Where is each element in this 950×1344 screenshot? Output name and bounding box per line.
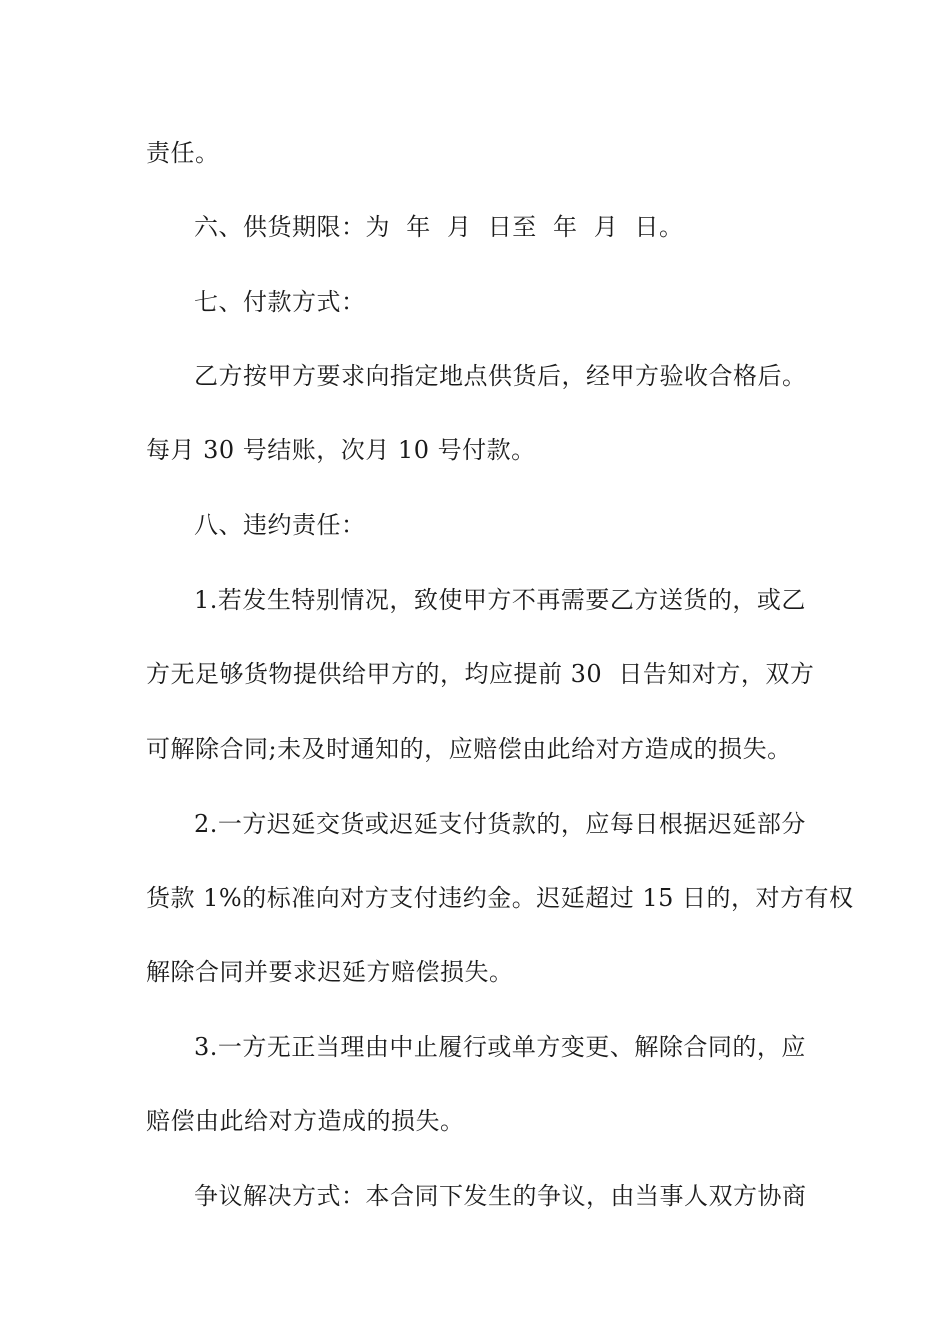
paragraph-line: 解除合同并要求迟延方赔偿损失。: [146, 958, 514, 986]
paragraph-line: 方无足够货物提供给甲方的，均应提前 30 日告知对方，双方: [146, 660, 815, 688]
payment-method-heading: 七、付款方式：: [194, 288, 366, 316]
paragraph-line: 2.一方迟延交货或迟延支付货款的，应每日根据迟延部分: [194, 810, 806, 838]
paragraph-line: 赔偿由此给对方造成的损失。: [146, 1107, 465, 1135]
supply-period-heading: 六、供货期限：为 年 月 日至 年 月 日。: [194, 213, 684, 241]
paragraph-line: 1.若发生特别情况，致使甲方不再需要乙方送货的，或乙: [194, 586, 806, 614]
paragraph-line: 货款 1%的标准向对方支付违约金。迟延超过 15 日的，对方有权: [146, 884, 854, 912]
paragraph-line: 乙方按甲方要求向指定地点供货后，经甲方验收合格后。: [194, 362, 807, 390]
paragraph-line: 责任。: [146, 139, 220, 167]
breach-liability-heading: 八、违约责任：: [194, 511, 366, 539]
dispute-resolution-line: 争议解决方式：本合同下发生的争议，由当事人双方协商: [194, 1182, 807, 1210]
paragraph-line: 每月 30 号结账，次月 10 号付款。: [146, 436, 536, 464]
paragraph-line: 3.一方无正当理由中止履行或单方变更、解除合同的，应: [194, 1033, 806, 1061]
paragraph-line: 可解除合同;未及时通知的，应赔偿由此给对方造成的损失。: [146, 735, 792, 763]
